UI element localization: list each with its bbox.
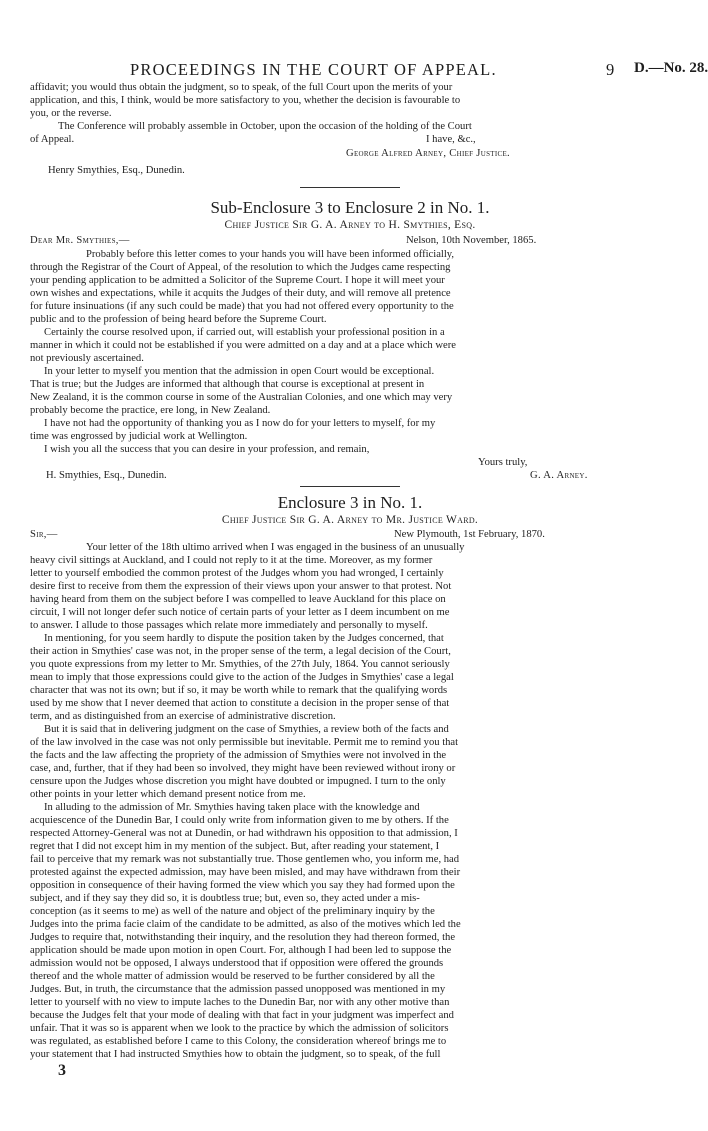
sub-enclosure-line: own wishes and expectations, while it acquits the Judges of their duty, and will remove all pretence <box>30 288 451 299</box>
section-divider <box>300 486 400 487</box>
enclosure-line: was regulated, as established before I came to this Colony, the consideration whereof brings me to <box>30 1036 447 1047</box>
sub-enclosure-line: I wish you all the success that you can desire in your profession, and remain, <box>44 444 370 455</box>
sub-enclosure-closing: Yours truly, <box>478 457 528 468</box>
preamble-line: application, and this, I think, would be more satisfactory to you, whether the decision is favourable to <box>30 95 461 106</box>
preamble-line: of Appeal. <box>30 134 75 145</box>
enclosure-line: conception (as it seems to me) as well of the nature and object of the preliminary inquiry by the <box>30 906 435 917</box>
enclosure-line: mean to imply that those expressions could give to the action of the Judges in Smythies' case a legal <box>30 672 454 683</box>
enclosure-line: But it is said that in delivering judgment on the case of Smythies, a review both of the facts and <box>44 724 449 735</box>
sub-enclosure-line: not previously ascertained. <box>30 353 144 364</box>
enclosure-line: having heard from them on the subject before I was compelled to leave Auckland for this place on <box>30 594 446 605</box>
sub-enclosure-line: Probably before this letter comes to your hands you will have been informed officially, <box>86 249 455 260</box>
enclosure-line: unfair. That it was so is apparent when we look to the practice by which the admission of solicitors <box>30 1023 449 1034</box>
preamble-addressee: Henry Smythies, Esq., Dunedin. <box>48 165 185 176</box>
enclosure-line: term, and as distinguished from an exercise of administrative discretion. <box>30 711 336 722</box>
preamble-signature: George Alfred Arney, Chief Justice. <box>346 148 510 159</box>
sub-enclosure-line: New Zealand, it is the common course in some of the Australian Colonies, and one which may very <box>30 392 453 403</box>
enclosure-subheading: Chief Justice Sir G. A. Arney to Mr. Justice Ward. <box>221 514 479 526</box>
preamble-line: you, or the reverse. <box>30 108 112 119</box>
enclosure-line: opposition in consequence of their having formed the view which you say they had formed upon the <box>30 880 455 891</box>
enclosure-line: censure upon the Judges whose discretion you might have doubted or impugned. I turn to the only <box>30 776 446 787</box>
enclosure-line: Your letter of the 18th ultimo arrived when I was engaged in the business of an unusually <box>86 542 465 553</box>
enclosure-line: you quote expressions from my letter to Mr. Smythies, of the 27th July, 1864. You cannot seriously <box>30 659 450 670</box>
enclosure-line: application should be made upon motion in open Court. For, although I had been led to suppose the <box>30 945 452 956</box>
sub-enclosure-dateline: Nelson, 10th November, 1865. <box>406 235 537 246</box>
sub-enclosure-line: through the Registrar of the Court of Appeal, of the resolution to which the Judges came respecting <box>30 262 451 273</box>
sub-enclosure-heading: Sub-Enclosure 3 to Enclosure 2 in No. 1. <box>210 198 490 217</box>
sub-enclosure-signature: G. A. Arney. <box>530 470 588 481</box>
enclosure-line: admission would not be opposed, I always understood that if opposition were offered the grounds <box>30 958 444 969</box>
enclosure-line: In alluding to the admission of Mr. Smythies having taken place with the knowledge and <box>44 802 420 813</box>
sub-enclosure-line: for future insinuations (if any such could be made) that you had not offered every opportunity to the <box>30 301 454 312</box>
enclosure-line: thereof and the whole matter of admission would be reserved to be further considered by all the <box>30 971 435 982</box>
enclosure-line: circuit, I will not longer defer such notice of certain parts of your letter as I deem incumbent on me <box>30 607 450 618</box>
sub-enclosure-line: That is true; but the Judges are informed that although that course is exceptional at present in <box>30 379 425 390</box>
enclosure-salutation: Sir,— <box>30 529 58 540</box>
preamble-closing: I have, &c., <box>426 134 476 145</box>
signature-mark: 3 <box>58 1062 66 1079</box>
enclosure-line: subject, and if they say they did so, it is doubtless true; but, even so, they acted under a mis- <box>30 893 420 904</box>
enclosure-line: other points in your letter which demand present notice from me. <box>30 789 306 800</box>
running-title: PROCEEDINGS IN THE COURT OF APPEAL. <box>130 60 497 79</box>
enclosure-line: Judges. But, in truth, the circumstance that the admission passed unopposed was mentioned in my <box>30 984 446 995</box>
sub-enclosure-addressee: H. Smythies, Esq., Dunedin. <box>46 470 167 481</box>
enclosure-line: their action in Smythies' case was not, in the proper sense of the term, a legal decision of the Court, <box>30 646 451 657</box>
enclosure-line: the facts and the law affecting the propriety of the admission of Smythies were not involved in the <box>30 750 447 761</box>
sub-enclosure-subheading: Chief Justice Sir G. A. Arney to H. Smythies, Esq. <box>224 219 476 231</box>
enclosure-line: letter to yourself with no view to impute laches to the Dunedin Bar, nor with any other motive than <box>30 997 450 1008</box>
enclosure-line: your statement that I had instructed Smythies how to obtain the judgment, so to speak, of the full <box>30 1049 441 1060</box>
enclosure-line: because the Judges felt that your mode of dealing with that fact in your judgment was imperfect and <box>30 1010 454 1021</box>
sub-enclosure-line: public and to the profession of being heard before the Supreme Court. <box>30 314 327 325</box>
enclosure-line: of the law involved in the case was not only permissible but inevitable. Permit me to remind you that <box>30 737 459 748</box>
enclosure-line: used by me show that I never deemed that action to constitute a decision in the proper sense of that <box>30 698 450 709</box>
enclosure-line: case, and, further, that if they had been so involved, they might have been reviewed without irony or <box>30 763 456 774</box>
sub-enclosure-line: probably become the practice, ere long, in New Zealand. <box>30 405 271 416</box>
preamble-line: The Conference will probably assemble in October, upon the occasion of the holding of the Court <box>58 121 472 132</box>
enclosure-line: to answer. I allude to those passages which relate more immediately and personally to myself. <box>30 620 428 631</box>
sub-enclosure-line: In your letter to myself you mention that the admission in open Court would be exceptional. <box>44 366 435 377</box>
sub-enclosure-line: time was engrossed by judicial work at Wellington. <box>30 431 248 442</box>
enclosure-line: respected Attorney-General was not at Dunedin, or had withdrawn his opposition to that admission, I <box>30 828 458 839</box>
sub-enclosure-line: I have not had the opportunity of thanking you as I now do for your letters to myself, for my <box>44 418 436 429</box>
enclosure-line: desire first to receive from them the expression of their views upon your answer to that protest. Not <box>30 581 452 592</box>
sub-enclosure-line: Certainly the course resolved upon, if carried out, will establish your professional position in a <box>44 327 445 338</box>
paper-reference: D.—No. 28. <box>634 60 708 76</box>
enclosure-line: fail to perceive that my remark was not substantially true. Those gentlemen who, you inform me, had <box>30 854 460 865</box>
enclosure-line: protested against the expected admission, may have been misled, and may have withdrawn from their <box>30 867 461 878</box>
sub-enclosure-salutation: Dear Mr. Smythies,— <box>30 235 130 246</box>
enclosure-dateline: New Plymouth, 1st February, 1870. <box>394 529 545 540</box>
section-divider <box>300 187 400 188</box>
enclosure-line: In mentioning, for you seem hardly to dispute the position taken by the Judges concerned, that <box>44 633 444 644</box>
enclosure-line: acquiescence of the Dunedin Bar, I could only write from information given to me by others. If the <box>30 815 449 826</box>
enclosure-line: regret that I did not except him in my mention of the subject. But, after reading your statement, I <box>30 841 440 852</box>
sub-enclosure-line: your pending application to be admitted a Solicitor of the Supreme Court. I hope it will meet your <box>30 275 445 286</box>
enclosure-line: character that was not its own; but if so, it may be worth while to remark that the qualifying words <box>30 685 448 696</box>
sub-enclosure-line: manner in which it could not be established if you were admitted on a day and at a place which were <box>30 340 456 351</box>
enclosure-line: letter to yourself embodied the common protest of the Judges whom you had wronged, I certainly <box>30 568 444 579</box>
enclosure-line: Judges into the prima facie claim of the candidate to be admitted, as also of the motives which led the <box>30 919 461 930</box>
enclosure-line: heavy civil sittings at Auckland, and I could not reply to it at the time. Moreover, as my former <box>30 555 433 566</box>
enclosure-line: Judges to require that, notwithstanding their inquiry, and the resolution they had thereon formed, the <box>30 932 456 943</box>
preamble-line: affidavit; you would thus obtain the judgment, so to speak, of the full Court upon the merits of your <box>30 82 453 93</box>
enclosure-heading: Enclosure 3 in No. 1. <box>277 493 423 512</box>
page-number: 9 <box>606 60 616 79</box>
